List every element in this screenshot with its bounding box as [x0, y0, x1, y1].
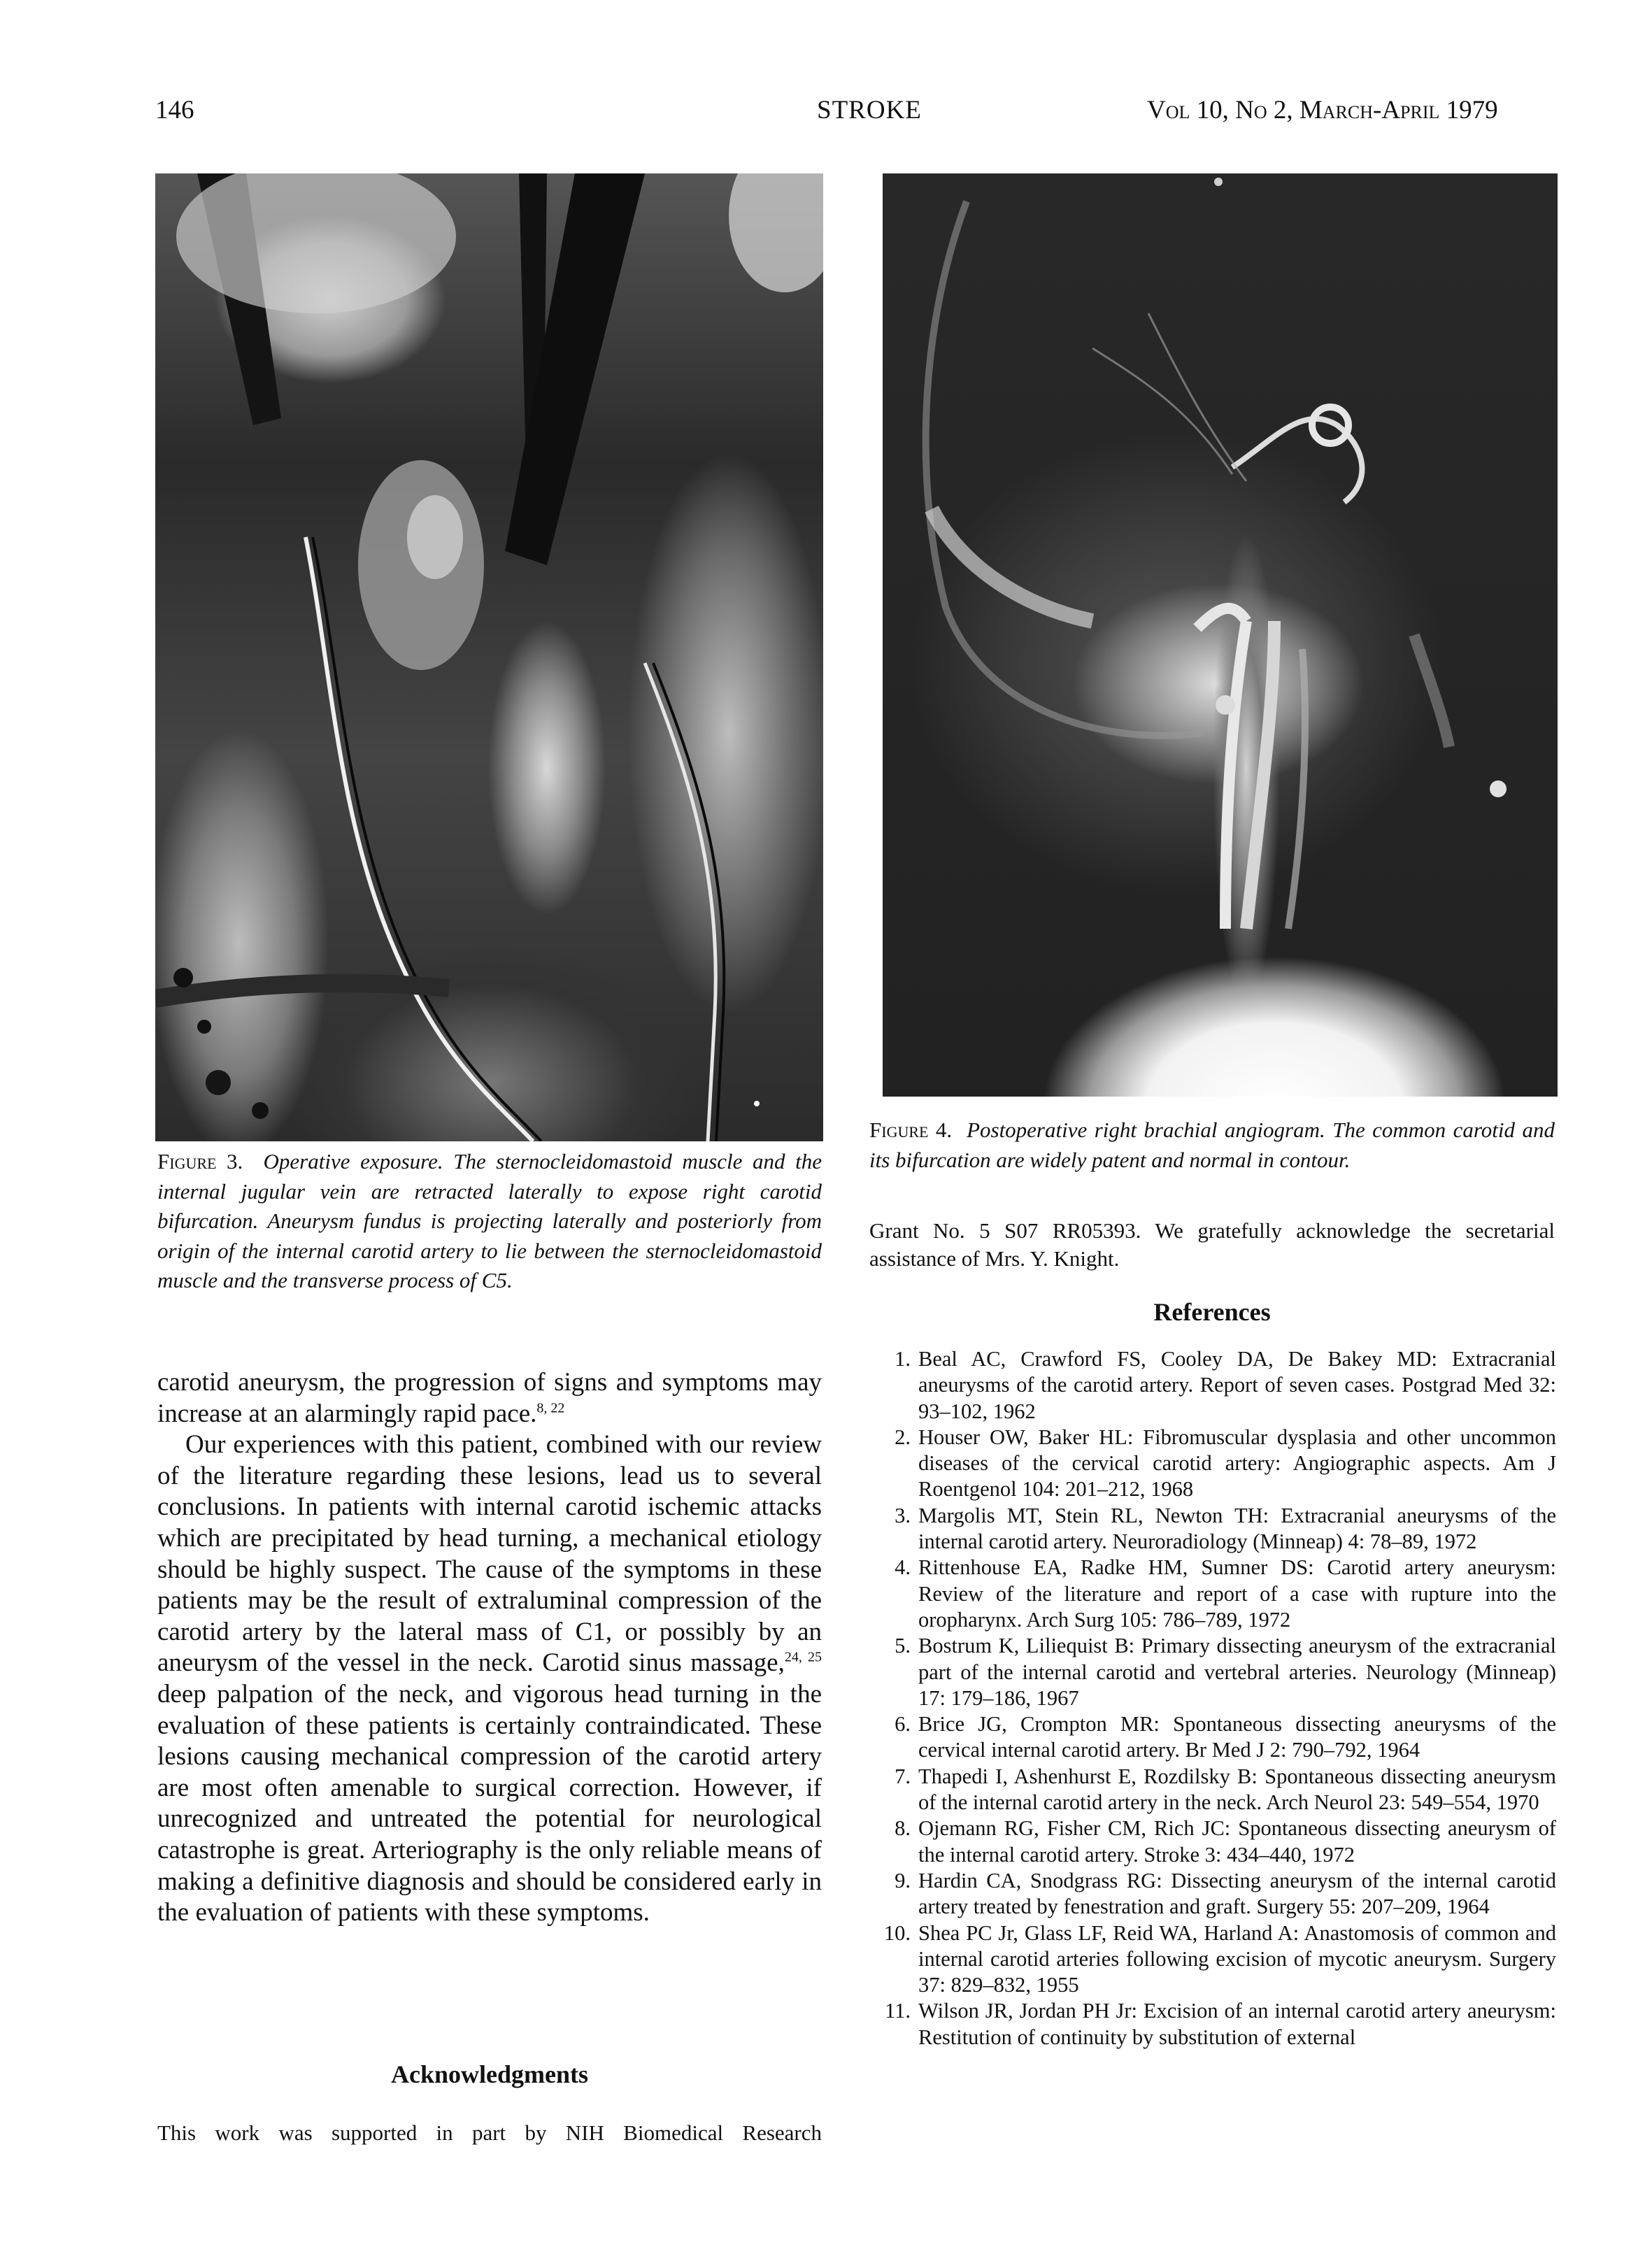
acknowledgments-text: This work was supported in part by NIH Biomedical Research [157, 2120, 822, 2145]
body-paragraph: Our experiences with this patient, combined with our review of the literature regarding these lesions, lead us to several conclusions. In patients with internal carotid ischemic attacks which are precipitated by head turning, a mechanical etiology should be highly suspect. The cause of the symptoms in these patients may be the result of extraluminal compression of the carotid artery by the lateral mass of C1, or possibly by an aneurysm of the vessel in the neck. Carotid sinus massage,$^{24, 25}$ deep palpation of the neck, and vigorous head turning in the evaluation of these patients is certainly contraindicated. These lesions causing mechanical compression of the carotid artery are most often amenable to surgical correction. However, if unrecognized and untreated the potential for neurological catastrophe is great. Arteriography is the only reliable means of making a definitive diagnosis and should be considered early in the evaluation of patients with these symptoms. [157, 1430, 822, 1927]
figure-4-label: Figure 4. [869, 1118, 953, 1142]
reference-list [874, 1346, 1556, 2051]
reference-item: 10. Shea PC Jr, Glass LF, Reid WA, Harland A: Anastomosis of common and internal carotid arteries following excision of mycotic aneurysm. Surgery 37: 829–832, 1955 [883, 1920, 1556, 1997]
acknowledgments-text-continued: Grant No. 5 S07 RR05393. We gratefully acknowledge the secretarial assistance of Mrs. Y. Knight. [869, 1218, 1555, 1271]
reference-item: 1. Beal AC, Crawford FS, Cooley DA, De Bakey MD: Extracranial aneurysms of the carotid artery. Report of seven cases. Postgrad Med 32: 93–102, 1962 [895, 1347, 1556, 1423]
figure-4-caption-text: Postoperative right brachial angiogram. The common carotid and its bifurcation are widely patent and normal in contour. [869, 1118, 1555, 1172]
running-header [0, 95, 1638, 137]
citation-superscript: 24, 25 [784, 1650, 822, 1666]
reference-item: 6. Brice JG, Crompton MR: Spontaneous dissecting aneurysms of the cervical internal carotid artery. Br Med J 2: 790–792, 1964 [895, 1712, 1556, 1762]
acknowledgments-heading: Acknowledgments [390, 2060, 588, 2088]
body-text-column [157, 1367, 822, 1929]
reference-item: 5. Bostrum K, Liliequist B: Primary dissecting aneurysm of the extracranial part of the internal carotid and vertebral arteries. Neurology (Minneap) 17: 179–186, 1967 [895, 1634, 1556, 1710]
volume-info: Vol 10, No 2, March-April 1979 [1147, 96, 1498, 124]
body-paragraph: carotid aneurysm, the progression of signs and symptoms may increase at an alarmingly rapid pace.$^{8, 22}$ [157, 1368, 822, 1428]
figure-3-photo [155, 173, 823, 1141]
figure-3-label: Figure 3. [157, 1149, 243, 1174]
surgical-photo-illustration [155, 173, 823, 1141]
angiogram-illustration [883, 173, 1558, 1097]
references-heading: References [1153, 1298, 1271, 1326]
figure-4-caption [869, 1115, 1555, 1175]
reference-item: 8. Ojemann RG, Fisher CM, Rich JC: Spontaneous dissecting aneurysm of the internal carotid artery. Stroke 3: 434–440, 1972 [895, 1816, 1556, 1867]
figure-4-angiogram [883, 173, 1558, 1097]
reference-item: 4. Rittenhouse EA, Radke HM, Sumner DS: Carotid artery aneurysm: Review of the literature and report of a case with rupture into the oropharynx. Arch Surg 105: 786–789, 1972 [895, 1555, 1556, 1632]
reference-item: 7. Thapedi I, Ashenhurst E, Rozdilsky B: Spontaneous dissecting aneurysm of the internal carotid artery in the neck. Arch Neurol 23: 549–554, 1970 [895, 1764, 1556, 1815]
figure-3-caption [157, 1147, 822, 1296]
page-number: 146 [155, 96, 194, 124]
reference-item: 3. Margolis MT, Stein RL, Newton TH: Extracranial aneurysms of the internal carotid artery. Neuroradiology (Minneap) 4: 78–89, 1972 [895, 1503, 1556, 1554]
citation-superscript: 8, 22 [536, 1400, 565, 1416]
reference-item: 11. Wilson JR, Jordan PH Jr: Excision of an internal carotid artery aneurysm: Restitution of continuity by substitution of external [885, 1999, 1556, 2049]
journal-title: STROKE [817, 96, 922, 124]
reference-item: 2. Houser OW, Baker HL: Fibromuscular dysplasia and other uncommon diseases of the cervical carotid artery: Angiographic aspects. Am J Roentgenol 104: 201–212, 1968 [895, 1425, 1556, 1502]
figure-3-caption-text: Operative exposure. The sternocleidomastoid muscle and the internal jugular vein are retracted laterally to expose right carotid bifurcation. Aneurysm fundus is projecting laterally and posteriorly from origin of the internal carotid artery to lie between the sternocleidomastoid muscle and the transverse process of C5. [157, 1149, 822, 1292]
reference-item: 9. Hardin CA, Snodgrass RG: Dissecting aneurysm of the internal carotid artery treated by fenestration and graft. Surgery 55: 207–209, 1964 [895, 1868, 1556, 1919]
